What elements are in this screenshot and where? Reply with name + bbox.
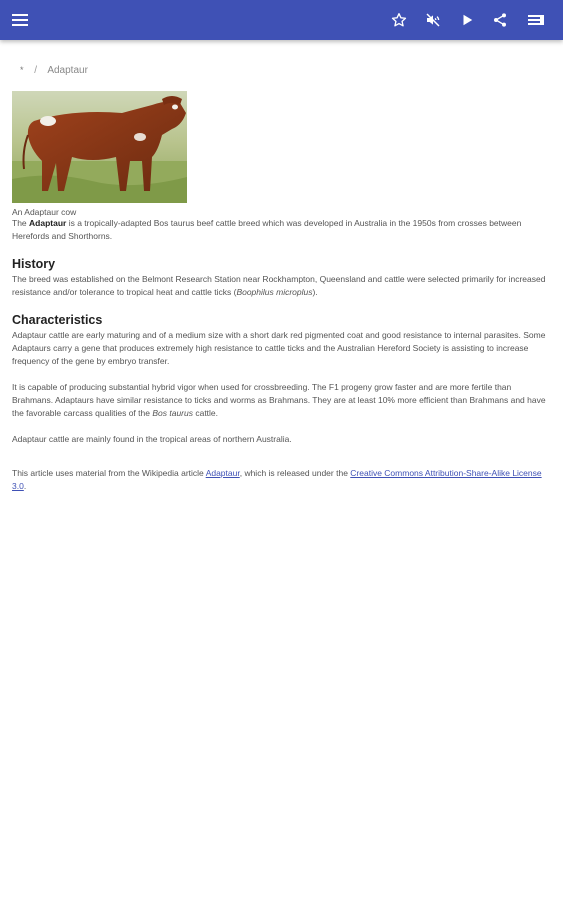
breadcrumb-home[interactable]: *: [20, 65, 24, 75]
cow-image[interactable]: [12, 91, 187, 203]
license-footer: This article uses material from the Wikipedia article Adaptaur, which is released under the Creative Commons Attribution-Share-Alike License 3.0.: [12, 468, 542, 491]
intro-paragraph: The Adaptaur is a tropically-adapted Bos taurus beef cattle breed which was developed in Australia in the 1950s from crosses between Herefords and Shorthorns.: [12, 218, 522, 241]
app-bar: [0, 0, 563, 40]
article-content: [12, 58, 552, 493]
star-outline-icon[interactable]: [389, 10, 409, 30]
hamburger-menu-icon[interactable]: [10, 10, 30, 30]
breadcrumb-separator: /: [34, 65, 38, 76]
breadcrumb-current: Adaptaur: [47, 65, 88, 76]
characteristics-heading: Characteristics: [12, 313, 103, 327]
license-link[interactable]: Creative Commons Attribution-Share-Alike License 3.0: [12, 468, 542, 491]
characteristics-paragraph-2: It is capable of producing substantial hybrid vigor when used for crossbreeding. The F1 progeny grow faster and are more fertile than Brahmans. Adaptaurs have similar resistance to ticks and worms as Brahmans. They are at least 10% more efficient than Brahmans and have the favorable carcass qualities of the Bos taurus cattle.: [12, 382, 546, 418]
breadcrumb: [20, 58, 552, 82]
play-icon[interactable]: [457, 10, 477, 30]
image-caption: An Adaptaur cow: [12, 207, 77, 217]
volume-off-icon[interactable]: [423, 10, 443, 30]
history-paragraph: The breed was established on the Belmont Research Station near Rockhampton, Queensland and cattle were selected primarily for increased resistance and/or tolerance to tropical heat and cattle ticks (Boophilus microplus).: [12, 274, 546, 297]
characteristics-paragraph-1: Adaptaur cattle are early maturing and of a medium size with a short dark red pigmented coat and good resistance to internal parasites. Some Adaptaurs carry a gene that produces extremely high resistance to cattle ticks and the Australian Hereford Society is assisting to increase frequency of the gene by embryo transfer.: [12, 330, 546, 366]
wikipedia-article-link[interactable]: Adaptaur: [205, 468, 240, 478]
characteristics-paragraph-3: Adaptaur cattle are mainly found in the tropical areas of northern Australia.: [12, 434, 292, 444]
share-icon[interactable]: [490, 10, 510, 30]
article-title-bold: Adaptaur: [29, 218, 67, 228]
history-heading: History: [12, 257, 56, 271]
view-list-icon[interactable]: [526, 10, 546, 30]
